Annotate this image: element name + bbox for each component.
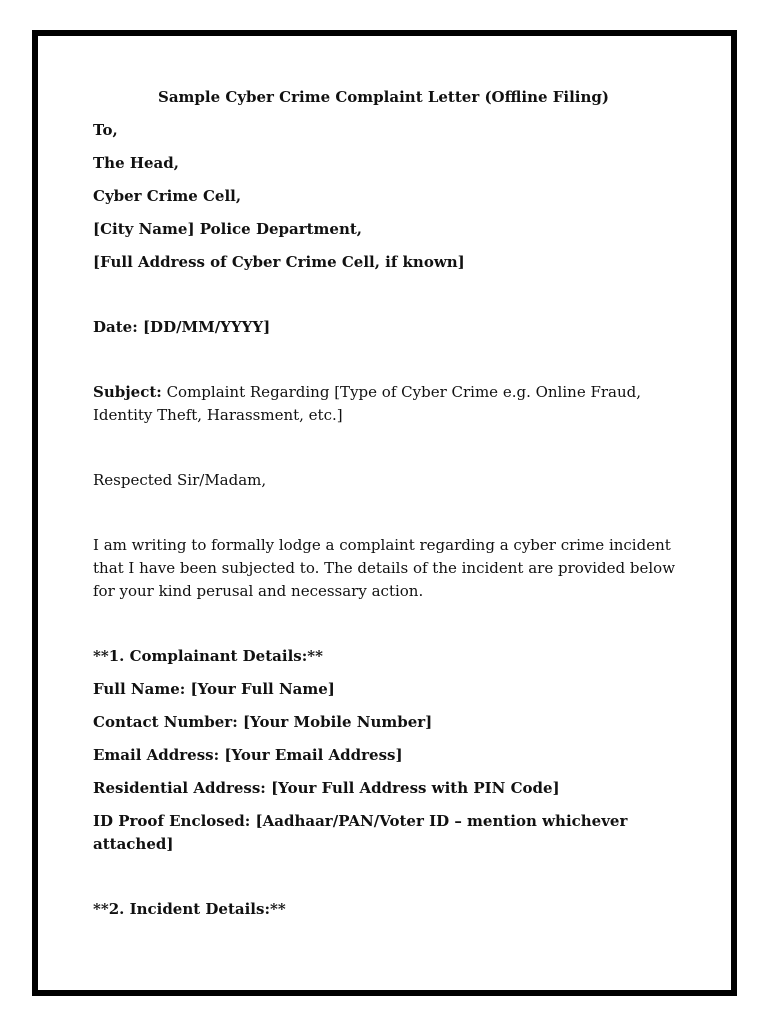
letter-title: Sample Cyber Crime Complaint Letter (Offline Filing) <box>158 88 609 106</box>
address-line: [City Name] Police Department, <box>93 220 363 238</box>
complainant-field: ID Proof Enclosed: [Aadhaar/PAN/Voter ID – mention whichever attached] <box>93 812 628 853</box>
subject-line <box>93 381 679 427</box>
complainant-field: Full Name: [Your Full Name] <box>93 680 335 698</box>
spacer <box>93 866 693 898</box>
spacer <box>93 502 693 534</box>
address-line: To, <box>93 121 118 139</box>
complainant-field: Contact Number: [Your Mobile Number] <box>93 713 433 731</box>
letter-body <box>93 86 693 931</box>
intro-paragraph: I am writing to formally lodge a complaint regarding a cyber crime incident that I have been subjected to. The details of the incident are provided below for your kind perusal and necessary action. <box>93 536 676 600</box>
address-line: [Full Address of Cyber Crime Cell, if known] <box>93 253 465 271</box>
spacer <box>93 349 693 381</box>
section1-heading: **1. Complainant Details:** <box>93 647 323 665</box>
address-line: Cyber Crime Cell, <box>93 187 242 205</box>
complainant-field: Email Address: [Your Email Address] <box>93 746 403 764</box>
spacer <box>93 437 693 469</box>
complainant-field: Residential Address: [Your Full Address with PIN Code] <box>93 779 560 797</box>
spacer <box>93 284 693 316</box>
subject-text: Complaint Regarding [Type of Cyber Crime e.g. Online Fraud, Identity Theft, Harassment, etc.] <box>93 383 642 424</box>
spacer <box>93 613 693 645</box>
subject-label: Subject: <box>93 383 162 401</box>
letter-date: Date: [DD/MM/YYYY] <box>93 318 271 336</box>
section2-heading: **2. Incident Details:** <box>93 900 286 918</box>
salutation: Respected Sir/Madam, <box>93 471 267 489</box>
address-line: The Head, <box>93 154 179 172</box>
